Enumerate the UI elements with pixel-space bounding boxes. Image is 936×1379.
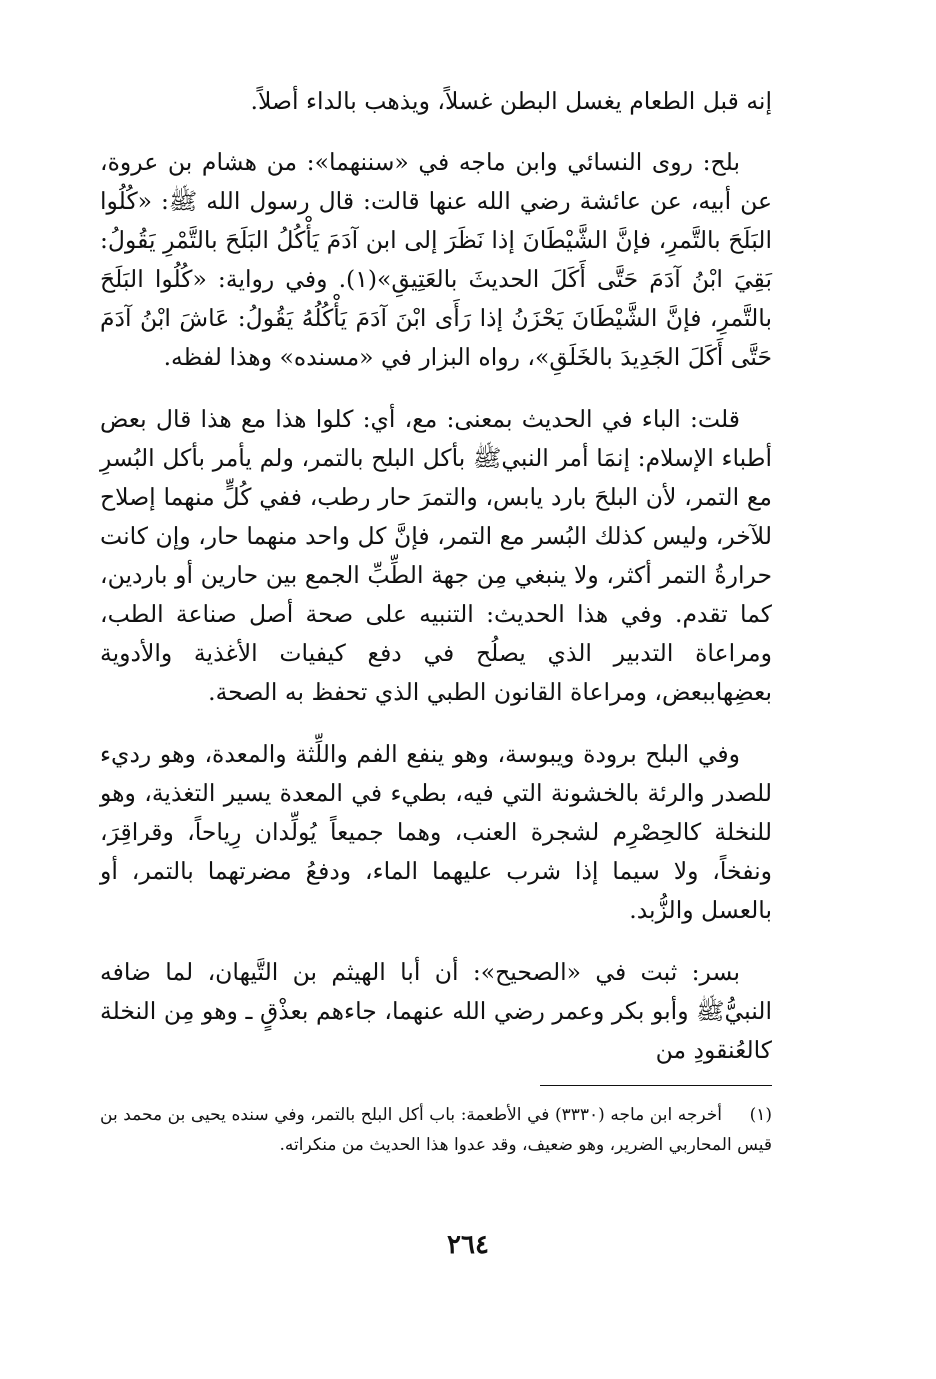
footnote (100, 1100, 772, 1160)
paragraph-commentary: قلت: الباء في الحديث بمعنى: مع، أي: كلوا هذا مع هذا قال بعض أطباء الإسلام: إنمَا أمر النبيﷺ بأكل البلح بالتمر، ولم يأمر بأكل البُسرِ مع التمر، لأن البلحَ بارد يابس، والتمرَ حار رطب، ففي كُلٍّ منهما إصلاح للآخر، وليس كذلك البُسر مع التمر، فإنَّ كل واحد منهما حار، وإن كانت حرارةُ التمر أكثر، ولا ينبغي مِن جهة الطِّبِّ الجمع بين حارين أو باردين، كما تقدم. وفي هذا الحديث: التنبيه على صحة أصل صناعة الطب، ومراعاة التدبير الذي يصلُح في دفع كيفيات الأغذية والأدوية بعضِهاببعض، ومراعاة القانون الطبي الذي تحفظ به الصحة. (100, 405, 772, 706)
footnote-divider (540, 1085, 772, 1086)
page-body (100, 82, 772, 1093)
paragraph-intro: إنه قبل الطعام يغسل البطن غسلاً، ويذهب بالداء أصلاً. (250, 87, 772, 115)
paragraph-balah-hadith: بلح: روى النسائي وابن ماجه في «سننهما»: من هشام بن عروة، عن أبيه، عن عائشة رضي الله عنها قالت: قال رسول الله ﷺ: «كُلُوا البَلَحَ بالتَّمرِ، فإنَّ الشَّيْطَانَ إذا نَظَرَ إلى ابن آدَمَ يَأْكُلُ البَلَحَ بالتَّمْرِ يَقُولُ: بَقِيَ ابْنُ آدَمَ حَتَّى أَكَلَ الحديثَ بالعَتِيقِ»(١). وفي رواية: «كُلُوا البَلَحَ بالتَّمرِ، فإنَّ الشَّيْطَانَ يَحْزَنُ إذا رَأَى ابْنَ آدَمَ يَأْكُلُهُ يَقُولُ: عَاشَ ابْنُ آدَمَ حَتَّى أَكَلَ الجَدِيدَ بالخَلَقِ»، رواه البزار في «مسنده» وهذا لفظه. (100, 148, 772, 371)
footnote-marker: (١) (749, 1105, 772, 1125)
page-number: ٢٦٤ (447, 1230, 489, 1260)
footnote-text: أخرجه ابن ماجه (٣٣٣٠) في الأطعمة: باب أكل البلح بالتمر، وفي سنده يحيى بن محمد بن قيس المحاربي الضرير، وهو ضعيف، وقد عدوا هذا الحديث من منكراته. (100, 1105, 772, 1155)
paragraph-busr: بسر: ثبت في «الصحيح»: أن أبا الهيثم بن التَّيهان، لما ضافه النبيُّﷺ وأبو بكر وعمر رضي الله عنهما، جاءهم بعذْقٍ ـ وهو مِن النخلة كالعُنقودِ من (100, 958, 772, 1064)
paragraph-balah-properties: وفي البلح برودة ويبوسة، وهو ينفع الفم واللِّثة والمعدة، وهو رديء للصدر والرئة بالخشونة التي فيه، بطيء في المعدة يسير التغذية، وهو للنخلة كالحِصْرِم لشجرة العنب، وهما جميعاً يُولِّدان رِياحاً، وقراقِرَ، ونفخاً، ولا سيما إذا شرب عليهما الماء، ودفعُ مضرتهما بالتمر، أو بالعسل والزُّبد. (100, 740, 772, 924)
